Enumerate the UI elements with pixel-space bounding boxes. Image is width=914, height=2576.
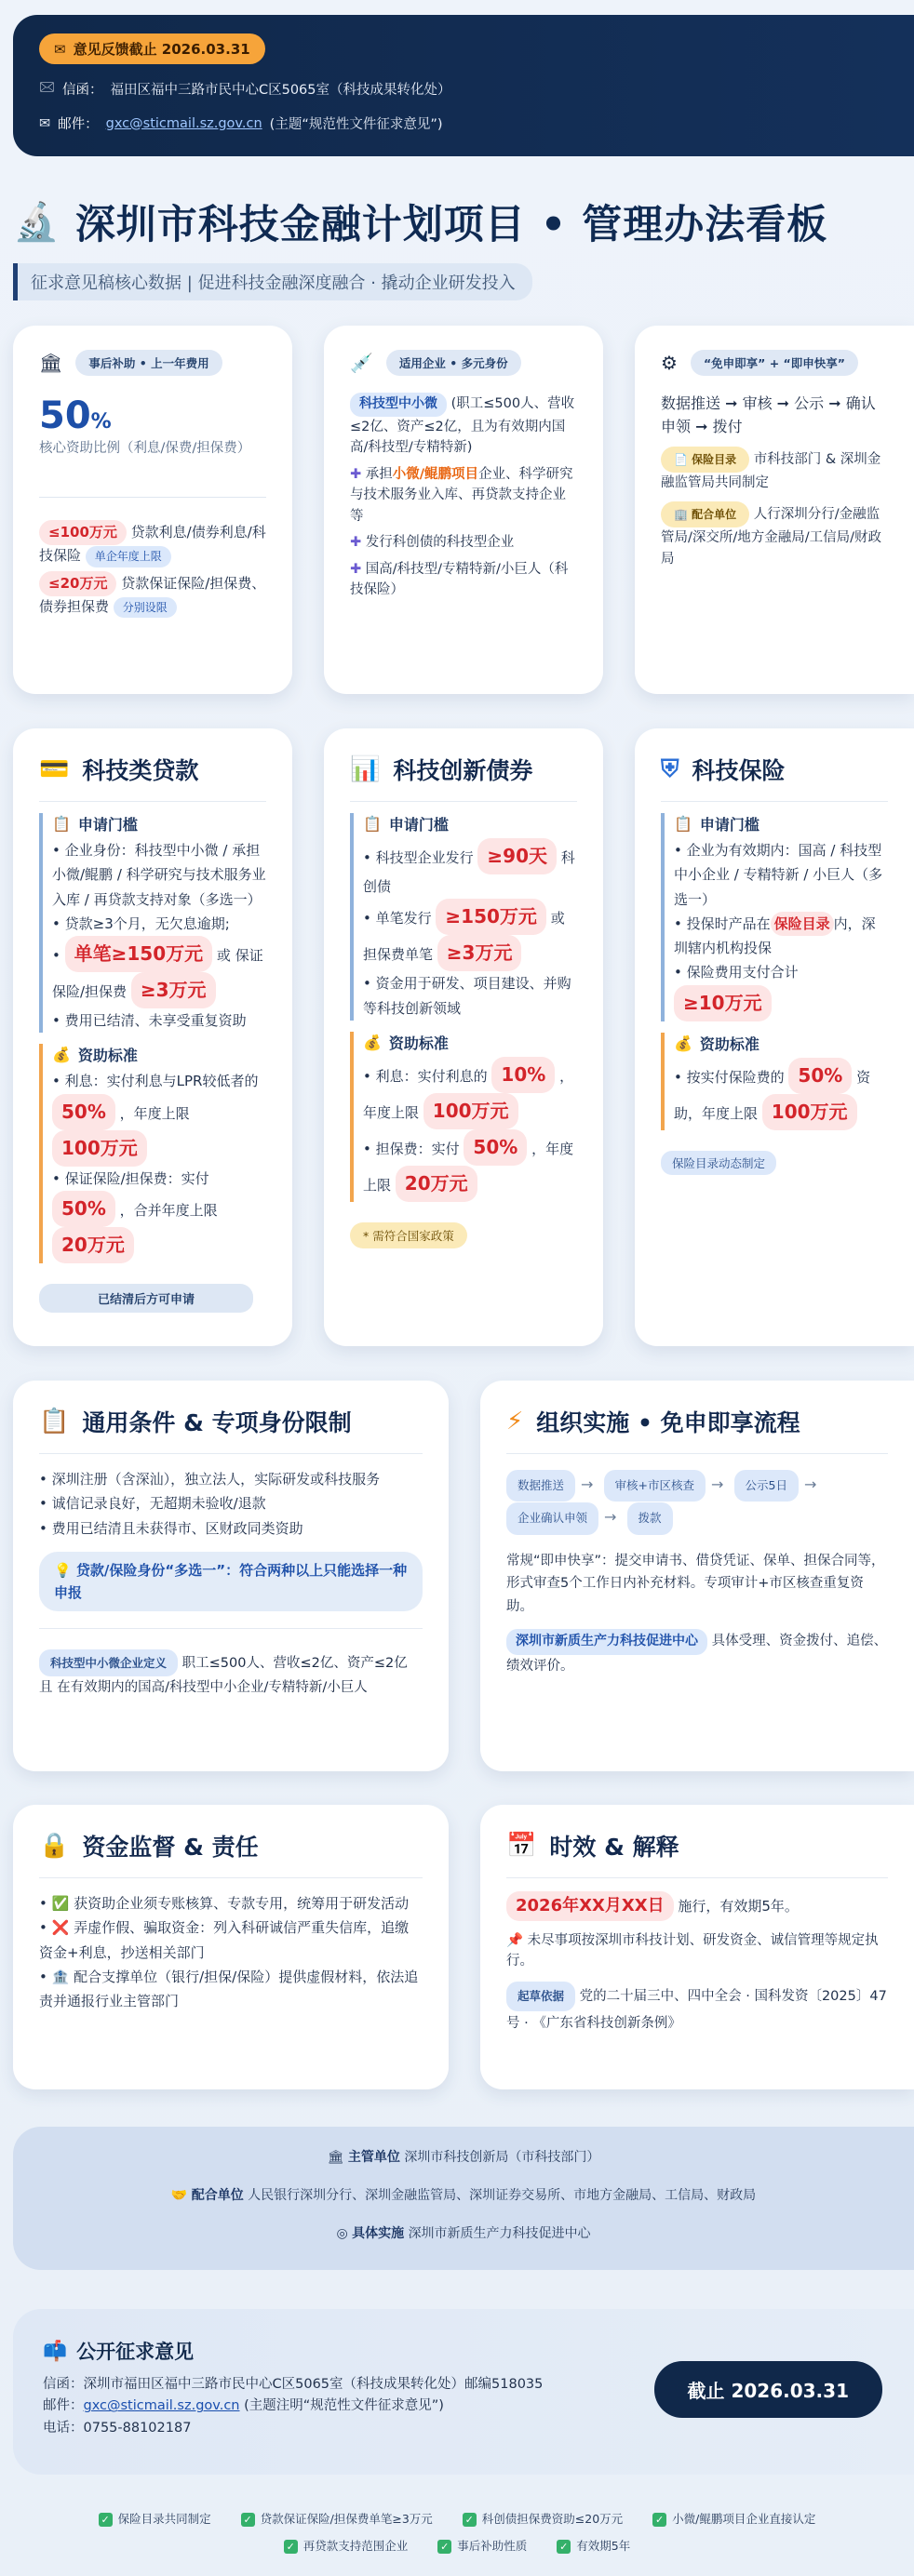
money-bag-icon: 💰 <box>674 1034 692 1052</box>
check-item: ✓ 贷款保证保险/担保费单笔≥3万元 <box>241 2506 433 2533</box>
loan-footer: 已结清后方可申请 <box>39 1284 253 1313</box>
supervision-item: • ✅ 获资助企业须专账核算、专款专用，统筹用于研发活动 <box>39 1891 423 1915</box>
eligible-item-4: ✚ 国高/科技型/专精特新/小巨人（科技保险） <box>350 561 569 597</box>
check-item: ✓ 小微/鲲鹏项目企业直接认定 <box>652 2506 815 2533</box>
supervision-item: • ❌ 弄虚作假、骗取资金：列入科研诚信严重失信库，追缴资金+利息，抄送相关部门 <box>39 1915 423 1965</box>
building-icon: 🏛 <box>327 2150 344 2165</box>
syringe-icon: 💉 <box>350 352 373 374</box>
eligible-tag: 适用企业 • 多元身份 <box>386 350 521 376</box>
letter-icon: 🖂 <box>39 80 55 95</box>
clipboard-icon: 📋 <box>52 815 71 833</box>
check-icon: ✅ <box>51 1895 70 1912</box>
loan-title: 💳 科技类贷款 <box>39 755 199 784</box>
credit-card-icon: 💳 <box>39 755 70 783</box>
general-item: • 深圳注册（含深汕），独立法人，实际研发或科技服务 <box>39 1467 423 1491</box>
handshake-icon: 🤝 <box>170 2188 188 2203</box>
banner-email-row: ✉ 邮件： gxc@sticmail.sz.gov.cn (主题“规范性文件征求意见”) <box>39 115 443 132</box>
top-banner <box>13 15 914 156</box>
money-bag-icon: 💰 <box>52 1046 71 1064</box>
money-bag-icon: 💰 <box>363 1033 382 1051</box>
contact-section <box>13 2309 914 2475</box>
loan-threshold: 📋 申请门槛 • 企业身份：科技型中小微 / 承担小微/鲲鹏 / 科学研究与技术服务业入库 / 再贷款支持对象（多选一） • 贷款≥3个月，无欠息逾期; • 单笔≥150万元 或 保证保险/担保费 ≥3万元 • 费用已结清、未享受重复资助 <box>39 813 266 1033</box>
general-title: 📋 通用条件 & 专项身份限制 <box>39 1408 352 1436</box>
eligible-item-1: 科技型中小微 (职工≤500人、营收≤2亿、资产≤2亿，且为有效期内国高/科技型/专精特新) <box>350 393 577 459</box>
building-icon: 🏢 <box>674 507 688 521</box>
bank-icon: 🏦 <box>51 1968 70 1985</box>
process-row-1: 📄 保险目录 市科技部门 & 深圳金融监管局共同制定 <box>661 447 888 494</box>
supervision-item: • 🏦 配合支撑单位（银行/担保/保险）提供虚假材料，依法追责并通报行业主管部门 <box>39 1965 423 2014</box>
check-item: ✓ 事后补助性质 <box>437 2533 527 2560</box>
loan-standard: 💰 资助标准 • 利息：实付利息与LPR较低者的 50% ，年度上限 100万元 • 保证保险/担保费：实付 50% ，合并年度上限 20万元 <box>39 1044 266 1263</box>
general-item: • 费用已结清且未获得市、区财政同类资助 <box>39 1516 423 1541</box>
check-icon: ✓ <box>241 2513 255 2527</box>
validity-note: 📌 未尽事项按深圳市科技计划、研发资金、诚信管理等规定执行。 <box>506 1932 879 1969</box>
lock-icon: 🔒 <box>39 1832 70 1860</box>
cross-icon: ❌ <box>51 1919 70 1937</box>
doc-icon: 📄 <box>674 452 688 466</box>
loan-card <box>13 728 292 1346</box>
check-item: ✓ 再贷款支持范围企业 <box>284 2533 409 2560</box>
banner-letter-row: 🖂 信函： 福田区福中三路市民中心C区5065室（科技成果转化处） <box>39 77 888 100</box>
agency-band <box>13 2127 914 2270</box>
clipboard-icon: 📋 <box>39 1408 70 1435</box>
workflow-title: ⚡ 组织实施 • 免申即享流程 <box>506 1408 800 1436</box>
contact-email-link[interactable]: gxc@sticmail.sz.gov.cn <box>83 2398 240 2414</box>
insurance-card <box>635 728 914 1346</box>
subsidy-item-2: ≤20万元 贷款保证保险/担保费、债券担保费 分别设限 <box>39 571 266 619</box>
bond-footer: * 需符合国家政策 <box>350 1222 467 1248</box>
contact-phone: 电话：0755-88102187 <box>43 2420 192 2436</box>
subsidy-item-1: ≤100万元 贷款利息/债券利息/科技保险 单企年度上限 <box>39 520 266 567</box>
check-item: ✓ 科创债担保费资助≤20万元 <box>463 2506 623 2533</box>
process-flow: 数据推送 ➞ 审核 ➞ 公示 ➞ 确认申领 ➞ 拨付 <box>661 394 876 435</box>
workflow-step: 数据推送 <box>506 1470 575 1502</box>
page-subtitle: 征求意见稿核心数据 | 促进科技金融深度融合 · 撬动企业研发投入 <box>13 263 532 300</box>
shield-icon: ⛨ <box>661 755 679 783</box>
page-header <box>13 194 901 300</box>
workflow-desc: 常规“即申快享”：提交申请书、借贷凭证、保单、担保合同等，形式审查5个工作日内补充材料。专项审计+市区核查重复资助。 <box>506 1553 885 1614</box>
workflow-promo: 深圳市新质生产力科技促进中心 具体受理、资金拨付、追偿、绩效评价。 <box>506 1629 888 1677</box>
bank-icon: 🏛 <box>39 352 63 374</box>
email-icon: ✉ <box>39 115 51 131</box>
subsidy-tag: 事后补助 • 上一年费用 <box>75 350 222 376</box>
insurance-footer: 保险目录动态制定 <box>661 1151 776 1175</box>
gear-icon: ⚙ <box>661 352 678 374</box>
check-icon: ✓ <box>99 2513 113 2527</box>
deadline-pill: ✉ 意见反馈截止 2026.03.31 <box>39 33 265 64</box>
subsidy-card: 🏛 事后补助 • 上一年费用 50% 核心资助比例（利息/保费/担保费） ≤100万元 贷款利息/债券利息/科技保险 单企年度上限 ≤20万元 贷款保证保险/担保费、债券担保费 分别设限 <box>13 326 292 694</box>
bond-standard: 💰 资助标准 • 利息：实付利息的 10% ，年度上限 100万元 • 担保费：实付 50% ，年度上限 20万元 <box>350 1032 577 1202</box>
workflow-steps: 数据推送 → 审核+市区核查 → 公示5日 → 企业确认申领 → 拨款 <box>506 1469 888 1535</box>
general-notice: 💡 贷款/保险身份“多选一”：符合两种以上只能选择一种申报 <box>39 1552 423 1611</box>
general-card <box>13 1381 449 1771</box>
check-icon: ✓ <box>652 2513 666 2527</box>
lightning-icon: ⚡ <box>506 1408 524 1435</box>
bond-threshold: 📋 申请门槛 • 科技型企业发行 ≥90天 科创债 • 单笔发行 ≥150万元 或担保费单笔 ≥3万元 • 资金用于研发、项目建设、并购等科技创新领域 <box>350 813 577 1021</box>
workflow-step: 公示5日 <box>734 1470 799 1502</box>
process-row-2: 🏢 配合单位 人行深圳分行/金融监管局/深交所/地方金融局/工信局/财政局 <box>661 501 888 570</box>
validity-date: 2026年XX月XX日 施行，有效期5年。 <box>506 1891 888 1921</box>
supervision-card <box>13 1805 449 2089</box>
check-icon: ✓ <box>463 2513 477 2527</box>
contact-title: 📫 公开征求意见 <box>43 2339 195 2363</box>
subsidy-percent: 50 <box>39 394 91 437</box>
calendar-icon: 📅 <box>506 1832 537 1860</box>
deadline-button[interactable]: 截止 2026.03.31 <box>654 2361 883 2418</box>
supervision-title: 🔒 资金监督 & 责任 <box>39 1832 259 1861</box>
check-item: ✓ 有效期5年 <box>557 2533 630 2560</box>
contact-letter: 信函：深圳市福田区福中三路市民中心C区5065室（科技成果转化处）邮编518035 <box>43 2377 544 2392</box>
clipboard-icon: 📋 <box>363 815 382 833</box>
general-item: • 诚信记录良好，无超期未验收/退款 <box>39 1491 423 1515</box>
agency-row-3: ◎ 具体实施 深圳市新质生产力科技促进中心 <box>336 2226 591 2241</box>
eligible-card <box>324 326 603 694</box>
insurance-threshold: 📋 申请门槛 • 企业为有效期内：国高 / 科技型中小企业 / 专精特新 / 小巨人（多选一） • 投保时产品在 保险目录 内，深圳辖内机构投保 • 保险费用支付合计 ≥10万元 <box>661 813 888 1021</box>
validity-card <box>480 1805 914 2089</box>
bar-chart-icon: 📊 <box>350 755 381 783</box>
workflow-step: 拨款 <box>627 1502 673 1534</box>
clipboard-icon: 📋 <box>674 815 692 833</box>
validity-basis: 起草依据 党的二十届三中、四中全会 · 国科发资〔2025〕47号 · 《广东省科技创新条例》 <box>506 1982 888 2036</box>
check-icon: ✓ <box>557 2540 571 2554</box>
workflow-card <box>480 1381 914 1771</box>
insurance-standard: 💰 资助标准 • 按实付保险费的 50% 资助，年度上限 100万元 <box>661 1033 888 1130</box>
target-icon: ◎ <box>336 2226 348 2241</box>
checklist <box>0 2506 914 2560</box>
insurance-title: ⛨ 科技保险 <box>661 755 786 784</box>
eligible-item-3: ✚ 发行科创债的科技型企业 <box>350 535 515 551</box>
workflow-step: 审核+市区核查 <box>604 1470 706 1502</box>
lightbulb-icon: 💡 <box>54 1561 72 1579</box>
workflow-step: 企业确认申领 <box>506 1502 598 1534</box>
bond-card <box>324 728 603 1346</box>
agency-row-1: 🏛 主管单位 深圳市科技创新局（市科技部门） <box>327 2150 600 2165</box>
mail-icon: ✉ <box>54 40 66 58</box>
mailbox-icon: 📫 <box>43 2339 68 2362</box>
process-card <box>635 326 914 694</box>
microscope-icon: 🔬 <box>13 200 60 244</box>
pin-icon: 📌 <box>506 1932 524 1948</box>
validity-title: 📅 时效 & 解释 <box>506 1832 679 1861</box>
agency-row-2: 🤝 配合单位 人民银行深圳分行、深圳金融监管局、深圳证券交易所、市地方金融局、工信局、财政局 <box>170 2188 757 2203</box>
contact-email: 邮件：gxc@sticmail.sz.gov.cn (主题注明“规范性文件征求意见”) <box>43 2398 444 2414</box>
bond-title: 📊 科技创新债券 <box>350 755 533 784</box>
check-icon: ✓ <box>284 2540 298 2554</box>
general-definition: 科技型中小微企业定义 职工≤500人、营收≤2亿、资产≤2亿 且 在有效期内的国高/科技型中小企业/专精特新/小巨人 <box>39 1628 423 1700</box>
check-icon: ✓ <box>437 2540 451 2554</box>
email-link[interactable]: gxc@sticmail.sz.gov.cn <box>105 115 262 131</box>
check-item: ✓ 保险目录共同制定 <box>99 2506 211 2533</box>
page-title: 🔬 深圳市科技金融计划项目 • 管理办法看板 <box>13 200 828 248</box>
eligible-item-2: ✚ 承担小微/鲲鹏项目企业、科学研究与技术服务业入库、再贷款支持企业等 <box>350 466 573 524</box>
process-tag: “免申即享” + “即申快享” <box>691 350 858 376</box>
